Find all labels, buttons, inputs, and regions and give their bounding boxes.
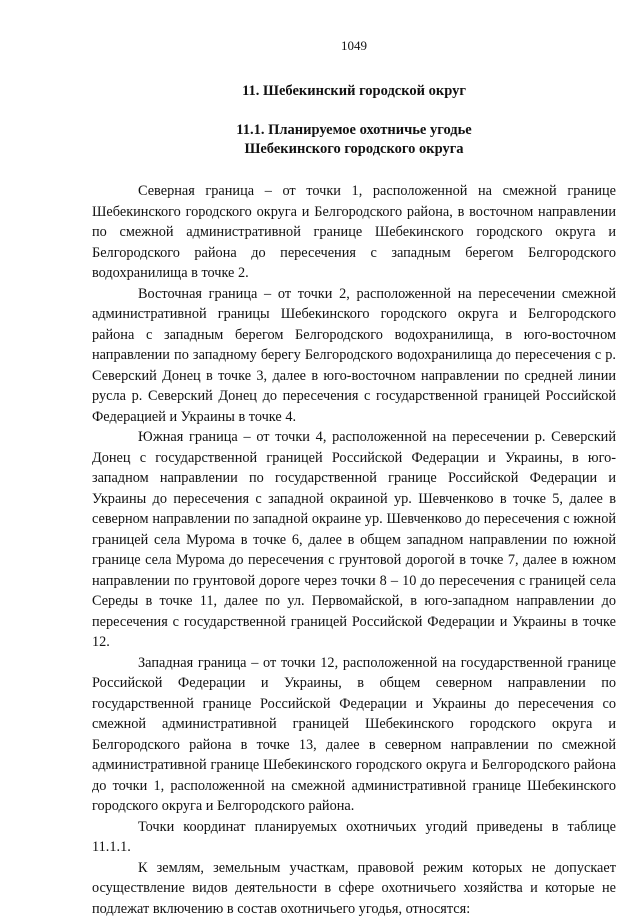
document-body bbox=[92, 181, 616, 919]
section-title: 11. Шебекинский городской округ bbox=[92, 82, 616, 101]
paragraph-coordinates-note: Точки координат планируемых охотничьих угодий приведены в таблице 11.1.1. bbox=[92, 817, 616, 858]
subsection-title-line-1: 11.1. Планируемое охотничье угодье bbox=[92, 121, 616, 140]
paragraph-west-border: Западная граница – от точки 12, расположенной на государственной границе Российской Федерации и Украины, в общем северном направлении по государственной границе Российской Федерации и Украины до пересечения со смежной административной границей Шебекинского городского округа и Белгородского района в точке 13, далее в северном направлении по смежной административной границе Шебекинского городского округа и Белгородского района до точки 1, расположенной на смежной административной границе Шебекинского городского округа и Белгородского района. bbox=[92, 653, 616, 817]
paragraph-south-border: Южная граница – от точки 4, расположенной на пересечении р. Северский Донец с государственной границей Российской Федерации и Украины, в юго-западном направлении по государственной границе Российской Федерации и Украины до пересечения с западной окраиной ур. Шевченково в точке 5, далее в северном направлении по западной окраине ур. Шевченково до пересечения с южной границей села Мурома в точке 6, далее в общем западном направлении по южной границе села Мурома до пересечения с грунтовой дорогой в точке 7, далее в южном направлении по грунтовой дороге через точки 8 – 10 до пересечения с границей села Середы в точке 11, далее по ул. Первомайской, в юго-западном направлении до пересечения с государственной границей Российской Федерации и Украины в точке 12. bbox=[92, 427, 616, 653]
page-number: 1049 bbox=[92, 38, 616, 54]
subsection-title bbox=[92, 121, 616, 159]
paragraph-excluded-lands: К землям, земельным участкам, правовой режим которых не допускает осуществление видов деятельности в сфере охотничьего хозяйства и которые не подлежат включению в состав охотничьего угодья, относятся: bbox=[92, 858, 616, 919]
paragraph-north-border: Северная граница – от точки 1, расположенной на смежной границе Шебекинского городского округа и Белгородского района, в восточном направлении по смежной административной границе Шебекинского городского округа и Белгородского района до пересечения с западным берегом Белгородского водохранилища в точке 2. bbox=[92, 181, 616, 284]
paragraph-east-border: Восточная граница – от точки 2, расположенной на пересечении смежной административной границы Шебекинского городского округа и Белгородского района с западным берегом Белгородского водохранилища, в юго-восточном направлении по западному берегу Белгородского водохранилища до пересечения с р. Северский Донец в точке 3, далее в юго-восточном направлении по средней линии русла р. Северский Донец до пересечения с государственной границей Российской Федерацией и Украины в точке 4. bbox=[92, 284, 616, 428]
subsection-title-line-2: Шебекинского городского округа bbox=[92, 140, 616, 159]
